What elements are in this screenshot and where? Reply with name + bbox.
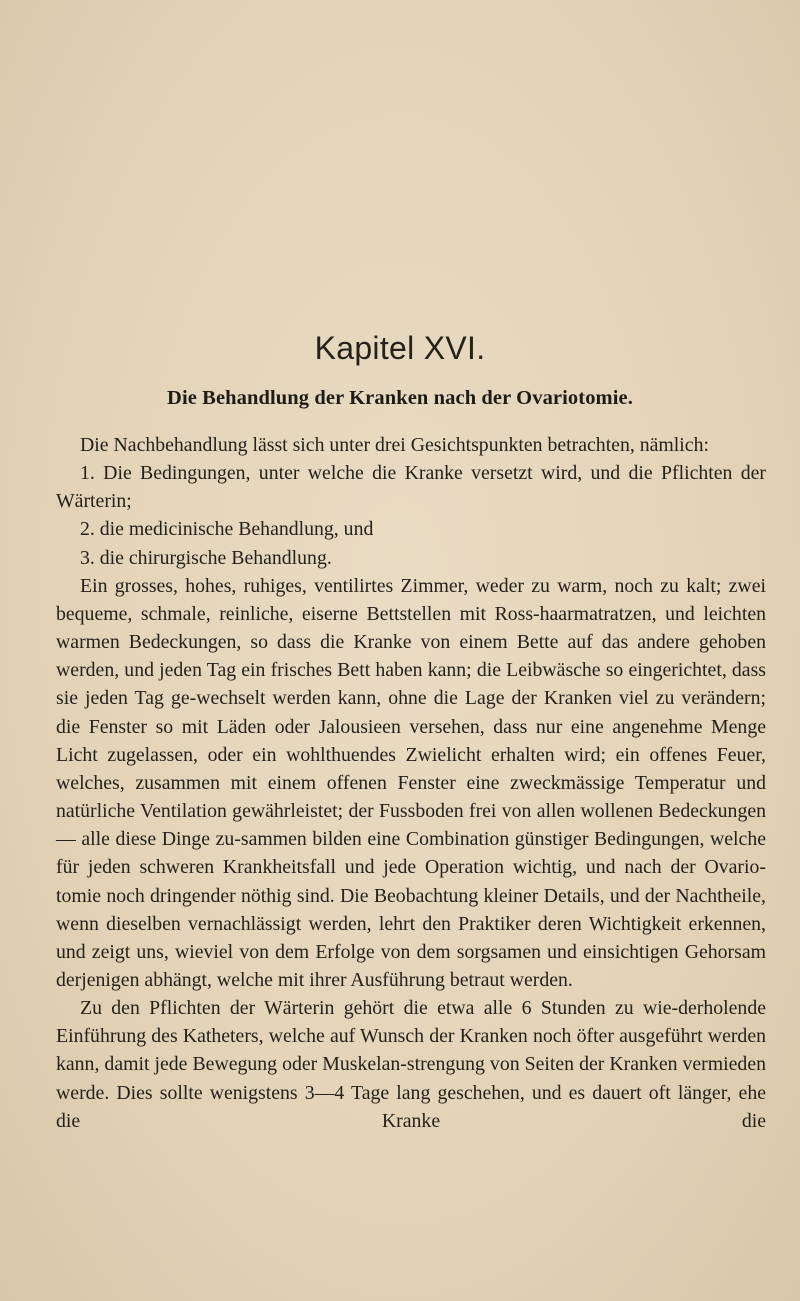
paragraph-intro: Die Nachbehandlung lässt sich unter drei Gesichtspunkten betrachten, nämlich: xyxy=(80,434,709,456)
body-text xyxy=(56,431,766,1135)
chapter-title: Die Behandlung der Kranken nach der Ovariotomie. xyxy=(167,387,633,409)
list-item-3: 3. die chirurgische Behandlung. xyxy=(80,546,332,569)
list-item-1: 1. Die Bedingungen, unter welche die Kranke versetzt wird, und die Pflichten der Wärterin; xyxy=(56,462,766,513)
paragraph-conditions: Ein grosses, hohes, ruhiges, ventilirtes Zimmer, weder zu warm, noch zu kalt; zwei bequeme, schmale, reinliche, eiserne Bettstellen mit Ross-haarmatratzen, und leichten warmen Bedeckungen, so dass die Kranke von einem Bette auf das andere gehoben werden, und jeden Tag ein frisches Bett haben kann; die Leibwäsche so eingerichtet, dass sie jeden Tag ge-wechselt werden kann, ohne die Lage der Kranken viel zu verändern; die Fenster so mit Läden oder Jalousieen versehen, dass nur eine angenehme Menge Licht zugelassen, oder ein wohlthuendes Zwielicht erhalten wird; ein offenes Feuer, welches, zusammen mit einem offenen Fenster eine zweckmässige Temperatur und natürliche Ventilation gewährleistet; der Fussboden frei von allen wollenen Bedeckungen — alle diese Dinge zu-sammen bilden eine Combination günstiger Bedingungen, welche für jeden schweren Krankheitsfall und jede Operation wichtig, und nach der Ovario-tomie noch dringender nöthig sind. Die Beobachtung kleiner Details, und der Nachtheile, wenn dieselben vernachlässigt werden, lehrt den Praktiker deren Wichtigkeit erkennen, und zeigt uns, wieviel von dem Erfolge von dem sorgsamen und einsichtigen Gehorsam derjenigen abhängt, welche mit ihrer Ausführung betraut werden. xyxy=(56,574,766,991)
list-item-2: 2. die medicinische Behandlung, und xyxy=(80,518,374,541)
chapter-heading: Kapitel XVI. xyxy=(314,330,486,366)
paragraph-nurse-duties: Zu den Pflichten der Wärterin gehört die etwa alle 6 Stunden zu wie-derholende Einführung des Katheters, welche auf Wunsch der Kranken noch öfter ausgeführt werden kann, damit jede Bewegung oder Muskelan-strengung von Seiten der Kranken vermieden werde. Dies sollte wenigstens 3—4 Tage lang geschehen, und es dauert oft länger, ehe die Kranke die xyxy=(56,997,766,1132)
